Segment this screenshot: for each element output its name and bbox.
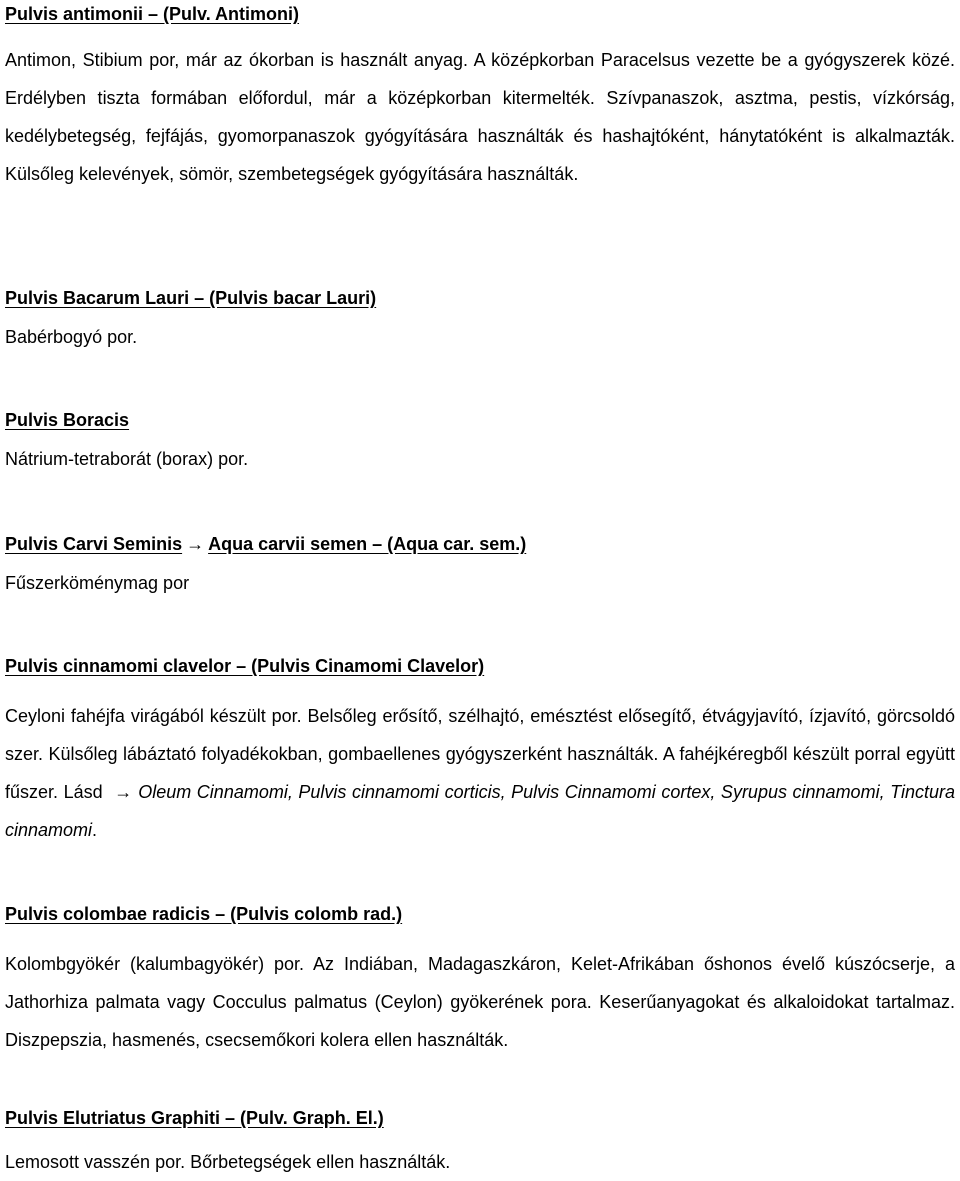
entry-title: Pulvis cinnamomi clavelor – (Pulvis Cinamomi Clavelor) bbox=[5, 656, 485, 676]
entry-pulvis-colombae-radicis bbox=[5, 903, 955, 1059]
entry-body: Antimon, Stibium por, már az ókorban is használt anyag. A középkorban Paracelsus vezette be a gyógyszerek közé. Erdélyben tiszta formában előfordul, már a középkorban kitermelték. Szívpanaszok, asztma, pestis, vízkórság, kedélybetegség, fejfájás, gyomorpanaszok gyógyítására használták és hashajtóként, hánytatóként is alkalmazták. Külsőleg kelevények, sömör, szembetegségek gyógyítására használták. bbox=[5, 50, 955, 184]
entry-title bbox=[5, 533, 955, 555]
entry-body: Lemosott vasszén por. Bőrbetegségek ellen használták. bbox=[5, 1152, 451, 1172]
entry-title: Pulvis Elutriatus Graphiti – (Pulv. Graph. El.) bbox=[5, 1108, 384, 1128]
entry-body: Babérbogyó por. bbox=[5, 327, 138, 347]
entry-title: Pulvis antimonii – (Pulv. Antimoni) bbox=[5, 4, 300, 24]
entry-title-part2: Aqua carvii semen – (Aqua car. sem.) bbox=[208, 534, 527, 554]
entry-pulvis-bacarum-lauri bbox=[5, 287, 955, 356]
entry-title-part1: Pulvis Carvi Seminis bbox=[5, 534, 183, 554]
entry-pulvis-cinnamomi-clavelor bbox=[5, 655, 955, 849]
entry-body: Nátrium-tetraborát (borax) por. bbox=[5, 449, 249, 469]
right-arrow-icon: → bbox=[114, 782, 133, 802]
entry-body: Fűszerköménymag por bbox=[5, 573, 190, 593]
entry-title: Pulvis Boracis bbox=[5, 410, 130, 430]
entry-title: Pulvis Bacarum Lauri – (Pulvis bacar Lauri) bbox=[5, 288, 377, 308]
entry-pulvis-boracis bbox=[5, 409, 955, 478]
entry-body-end: . bbox=[92, 820, 98, 840]
entry-body-text: Ceyloni fahéjfa virágából készült por. Belsőleg erősítő, szélhajtó, emésztést elősegítő, étvágyjavító, ízjavító, görcsoldó szer. Külsőleg lábáztató folyadékokban, gombaellenes gyógyszerként használták. A fahéjkéregből készült porral együtt fűszer. Lásd bbox=[5, 706, 955, 802]
see-also-references: Oleum Cinnamomi, Pulvis cinnamomi corticis, Pulvis Cinnamomi cortex, Syrupus cinnamomi, Tinctura cinnamomi bbox=[5, 782, 955, 840]
entry-title: Pulvis colombae radicis – (Pulvis colomb rad.) bbox=[5, 904, 403, 924]
right-arrow-icon: → bbox=[186, 534, 205, 554]
entry-body: Kolombgyökér (kalumbagyökér) por. Az Indiában, Madagaszkáron, Kelet-Afrikában őshonos évelő kúszócserje, a Jathorhiza palmata vagy Cocculus palmatus (Ceylon) gyökerének pora. Keserűanyagokat és alkaloidokat tartalmaz. Diszpepszia, hasmenés, csecsemőkori kolera ellen használták. bbox=[5, 954, 955, 1050]
entry-pulvis-elutriatus-graphiti bbox=[5, 1107, 955, 1181]
entry-pulvis-carvi-seminis bbox=[5, 533, 955, 602]
entry-pulvis-antimonii bbox=[5, 3, 955, 193]
entry-body bbox=[5, 697, 955, 849]
